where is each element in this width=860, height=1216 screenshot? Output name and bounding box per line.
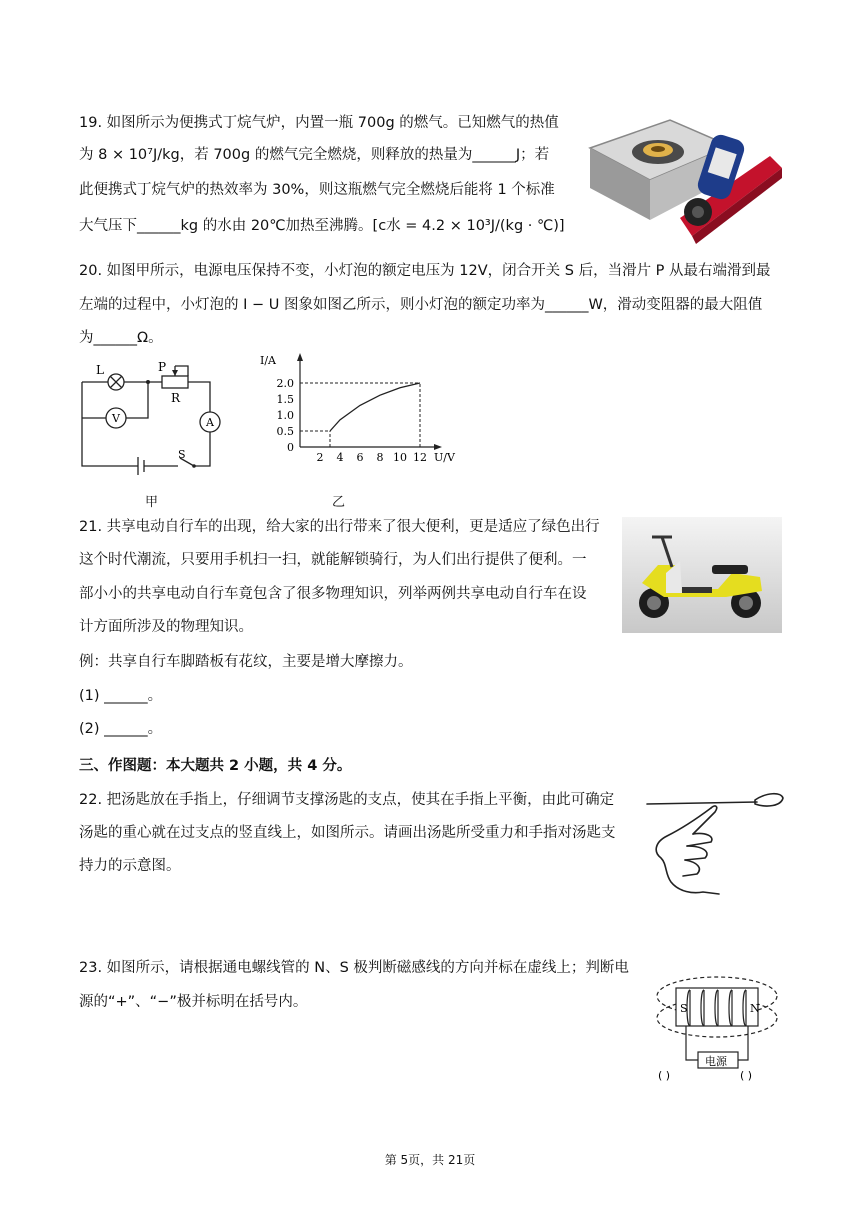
caption-jia: 甲 — [145, 495, 159, 510]
x-tick-label: 10 — [393, 451, 407, 464]
x-tick-label: 6 — [356, 451, 364, 464]
circuit-label-p: P — [158, 360, 167, 374]
caption-yi: 乙 — [332, 495, 346, 510]
page-footer: 第 5页，共 21页 — [384, 1153, 476, 1167]
ammeter-symbol: A — [206, 416, 214, 429]
q22-line-2: 汤匙的重心就在过支点的竖直线上，如图所示。请画出汤匙所受重力和手指对汤匙支 — [79, 825, 616, 841]
y-tick-label: 0.5 — [276, 425, 294, 438]
iu-chart — [256, 352, 455, 474]
circuit-diagram — [74, 360, 224, 475]
section-3-heading: 三、作图题：本大题共 2 小题，共 4 分。 — [79, 758, 352, 774]
q21-answer-1: (1) ______。 — [79, 688, 163, 704]
q20-line-2: 左端的过程中，小灯泡的 I − U 图象如图乙所示，则小灯泡的额定功率为______W，滑动变阻器的最大阻值 — [79, 297, 763, 313]
q21-answer-2: (2) ______。 — [79, 721, 163, 737]
gas-stove-image — [580, 108, 785, 246]
solenoid-diagram — [652, 960, 782, 1082]
circuit-label-l: L — [96, 363, 104, 377]
hand-spoon-image — [645, 782, 785, 900]
x-axis-label: U/V — [434, 451, 455, 464]
q22-line-1: 22. 把汤匙放在手指上，仔细调节支撑汤匙的支点，使其在手指上平衡，由此可确定 — [79, 792, 615, 808]
switch-label-s: S — [178, 448, 186, 461]
x-tick-label: 2 — [316, 451, 324, 464]
q23-line-1: 23. 如图所示，请根据通电螺线管的 N、S 极判断磁感线的方向并标在虚线上；判断电 — [79, 960, 629, 976]
q21-example: 例：共享自行车脚踏板有花纹，主要是增大摩擦力。 — [79, 654, 413, 670]
bracket-left: ( ) — [658, 1069, 671, 1082]
x-axis-arrow — [434, 444, 442, 450]
q21-line-1: 21. 共享电动自行车的出现，给大家的出行带来了很大便利，更是适应了绿色出行 — [79, 519, 600, 535]
pole-n-label: N — [750, 1002, 760, 1015]
q19-line-4: 大气压下______kg 的水由 20℃加热至沸腾。[c水 = 4.2 × 10³J/(kg · ℃)] — [79, 218, 565, 234]
q21-line-4: 计方面所涉及的物理知识。 — [79, 619, 253, 635]
bracket-right: ( ) — [740, 1069, 753, 1082]
ebike-image — [622, 517, 782, 633]
q22-line-3: 持力的示意图。 — [79, 858, 181, 874]
pole-s-label: S — [680, 1002, 688, 1015]
y-tick-label: 1.0 — [276, 409, 294, 422]
x-tick-label: 4 — [336, 451, 344, 464]
y-tick-label: 1.5 — [276, 393, 294, 406]
q21-line-2: 这个时代潮流，只要用手机扫一扫，就能解锁骑行，为人们出行提供了便利。一 — [79, 552, 587, 568]
q23-line-2: 源的“+”、“−”极并标明在括号内。 — [79, 994, 308, 1010]
circuit-label-r: R — [171, 391, 181, 405]
y-tick-label: 2.0 — [276, 377, 294, 390]
x-tick-label: 12 — [413, 451, 427, 464]
power-source-label: 电源 — [705, 1055, 727, 1068]
q20-line-1: 20. 如图甲所示，电源电压保持不变，小灯泡的额定电压为 12V，闭合开关 S 后，当滑片 P 从最右端滑到最 — [79, 263, 771, 279]
q21-line-3: 部小小的共享电动自行车竟包含了很多物理知识，列举两例共享电动自行车在设 — [79, 586, 587, 602]
y-axis-arrow — [297, 353, 303, 361]
iu-curve — [330, 383, 420, 431]
x-tick-label: 8 — [376, 451, 384, 464]
y-axis-label: I/A — [260, 354, 276, 367]
q20-line-3: 为______Ω。 — [79, 330, 163, 346]
y-tick-label: 0 — [287, 441, 294, 454]
voltmeter-symbol: V — [112, 412, 120, 425]
q19-line-3: 此便携式丁烷气炉的热效率为 30%，则这瓶燃气完全燃烧后能将 1 个标准 — [79, 182, 555, 198]
q19-line-1: 19. 如图所示为便携式丁烷气炉，内置一瓶 700g 的燃气。已知燃气的热值 — [79, 115, 559, 131]
q19-line-2: 为 8 × 10⁷J/kg，若 700g 的燃气完全燃烧，则释放的热量为______J；若 — [79, 147, 550, 163]
